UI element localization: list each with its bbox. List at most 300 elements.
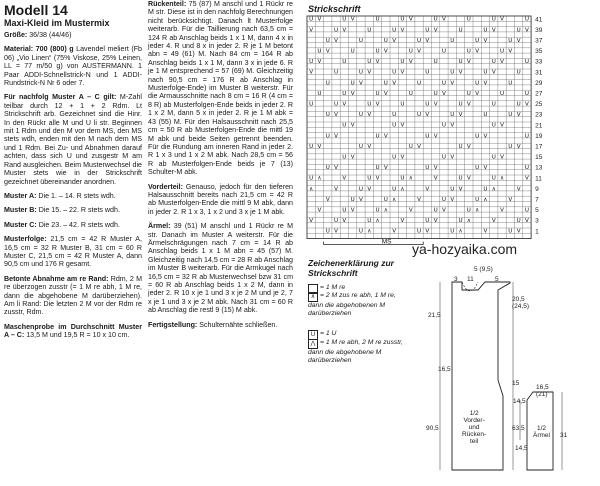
chart-symbol: U [350, 196, 355, 203]
chart-symbol: U [392, 27, 397, 34]
chart-symbol: V [342, 175, 347, 182]
chart-symbol: V [525, 101, 529, 108]
chart-symbol: U [524, 59, 530, 66]
paragraph-heading: Maschenprobe im Durchschnitt Muster A – C: [4, 322, 142, 340]
chart-symbol: U [508, 80, 513, 87]
chart-symbol: V [525, 218, 529, 225]
chart-symbol: U [375, 16, 380, 23]
chart-symbol: V [433, 133, 438, 140]
chart-symbol: V [334, 165, 338, 172]
chart-symbol: U [475, 165, 480, 172]
chart-symbol: ∧ [400, 186, 405, 193]
chart-symbol: U [325, 133, 330, 140]
row-number: 5 [535, 207, 539, 215]
chart-symbol: V [433, 101, 438, 108]
chart-symbol: V [525, 175, 529, 182]
paragraph-heading: Material: 700 (800) g [4, 45, 74, 54]
chart-symbol: V [350, 16, 355, 23]
legend-item [308, 339, 408, 365]
chart-symbol: U [524, 133, 530, 140]
chart-symbol: V [483, 165, 488, 172]
row-number: 33 [535, 58, 543, 66]
chart-symbol: U [516, 27, 521, 34]
chart-symbol: ∧ [466, 218, 471, 225]
paragraph-text: Lavendel meliert (Fb 06) „Vio Linen“ (75% Viskose, 25% Leinen, LL = 77 m/50 g) von AUSTERMANN. 1 Paar ADDI-Schnellstrick-N und 1 ADDI-Rundstrick-N Nr 6 oder 7. [4, 45, 142, 88]
chart-symbol: V [442, 207, 446, 214]
chart-symbol: U [375, 90, 380, 97]
chart-symbol: U [416, 228, 422, 235]
chart-symbol: V [450, 80, 455, 87]
chart-symbol: V [400, 154, 405, 161]
chart-symbol: U [358, 112, 364, 119]
schematic-label-sleeve-14: 14,5 [515, 445, 528, 452]
chart-symbol: U [408, 143, 413, 150]
chart-symbol: V [383, 165, 388, 172]
schematic-label-body-center: 1/2 Vorder- und Rücken- teil [462, 410, 487, 445]
chart-symbol: ∧ [458, 228, 463, 235]
chart-symbol: V [425, 37, 430, 44]
chart-symbol: U [416, 37, 422, 44]
schematic-label-right-63: 63,5 [512, 425, 525, 432]
chart-symbol: V [425, 112, 430, 119]
chart-symbol: U [333, 218, 339, 225]
chart-symbol: U [350, 80, 355, 87]
chart-symbol: U [524, 207, 530, 214]
chart-symbol: U [516, 69, 521, 76]
row-number: 37 [535, 37, 543, 45]
chart-symbol: U [392, 69, 397, 76]
chart-symbol: V [417, 48, 421, 55]
chart-symbol: U [342, 16, 347, 23]
chart-symbol: V [342, 218, 347, 225]
chart-symbol: V [375, 175, 380, 182]
chart-symbol: U [392, 154, 397, 161]
chart-symbol: V [508, 196, 513, 203]
chart-symbol: V [508, 48, 513, 55]
chart-symbol: V [367, 69, 372, 76]
chart-symbol: ∧ [491, 186, 496, 193]
chart-symbol: U [309, 16, 314, 23]
paragraph-heading: Größe: [4, 31, 28, 39]
chart-symbol: U [425, 133, 430, 140]
chart-symbol: V [350, 90, 355, 97]
chart-symbol: V [500, 154, 504, 161]
chart-symbol: V [367, 186, 372, 193]
chart-symbol: U [508, 143, 513, 150]
chart-symbol: U [309, 175, 314, 182]
row-number: 23 [535, 111, 543, 119]
chart-symbol: V [466, 143, 471, 150]
paragraph-text: Rdm, 2 M re überzogen zusstr (= 1 M re abh, 1 M re, dann die abgehobene M darüberziehen). Am li Rand: Die letzten 2 M vor der Rdm re zusstr, Rdm. [4, 274, 143, 317]
legend-title: Zeichenerklärung zur Strickschrift [308, 258, 394, 278]
chart-symbol: V [466, 59, 471, 66]
chart-symbol: V [309, 218, 314, 225]
chart-symbol: ∧ [383, 207, 388, 214]
row-number: 9 [535, 185, 539, 193]
chart-symbol: V [392, 228, 397, 235]
chart-symbol: U [491, 175, 496, 182]
chart-symbol: U [358, 69, 364, 76]
chart-symbol: U [516, 101, 521, 108]
chart-symbol: V [334, 112, 338, 119]
chart-symbol: U [392, 112, 397, 119]
chart-symbol: V [408, 207, 413, 214]
chart-symbol: U [441, 154, 447, 161]
row-number: 29 [535, 79, 543, 87]
chart-symbol: U [516, 218, 521, 225]
chart-symbol: U [508, 228, 513, 235]
chart-symbol: U [475, 80, 480, 87]
paragraph-text: M-Zahl teilbar durch 12 + 1 + 2 Rdm. Lt Strickschrift arb. Gezeichnet sind die Hinr. In den Rückr alle M und U li str. Beginnen mit 1 Rdm und den M vor dem MS, den MS stets wdh, enden mit den M nach dem MS und 1 Rdm. Bei Zu- und Abnahmen darauf achten, dass sich U und zusgestr M am Rand ausgleichen. Beim Musterwechsel die Muster stets wie in der Strickschrift gezeichnet übereinander anordnen. [4, 93, 142, 186]
legend-text: = 1 M re [320, 284, 346, 291]
chart-symbol: U [358, 37, 364, 44]
chart-symbol: V [317, 207, 322, 214]
page-title: Modell 14 [4, 2, 68, 18]
chart-symbol: U [450, 186, 455, 193]
paragraph-heading: Betonte Abnahme am re Rand: [4, 274, 109, 283]
chart-symbol: U [458, 27, 463, 34]
chart-symbol: V [500, 122, 504, 129]
chart-symbol: V [466, 101, 471, 108]
paragraph-heading: Vorderteil: [148, 182, 183, 191]
chart-symbol: U [408, 48, 413, 55]
chart-symbol: U [383, 80, 388, 87]
chart-symbol: V [442, 16, 446, 23]
row-number: 1 [535, 228, 539, 236]
row-number: 25 [535, 101, 543, 109]
chart-symbol: V [525, 27, 529, 34]
chart-symbol: V [500, 59, 504, 66]
chart-symbol: U [425, 218, 430, 225]
chart-title: Strickschrift [308, 4, 361, 14]
chart-symbol: ∧ [317, 175, 322, 182]
chart-symbol: U [499, 48, 505, 55]
chart-symbol: V [516, 186, 521, 193]
chart-symbol: U [483, 27, 488, 34]
chart-symbol: U [524, 16, 530, 23]
chart-symbol: V [342, 101, 347, 108]
chart-symbol: ∧ [375, 218, 380, 225]
chart-symbol: V [350, 207, 355, 214]
chart-symbol: V [433, 165, 438, 172]
chart-symbol: U [433, 207, 438, 214]
chart-symbol: V [392, 37, 397, 44]
chart-symbol: V [516, 228, 521, 235]
paragraph-text: 21,5 cm = 42 R Muster A, 16,5 cm = 32 R Muster B, 31 cm = 60 R Muster C, 21,5 cm = 42 R Muster A, dann 90,5 cm und 176 R gesamt. [4, 235, 142, 269]
page-subtitle: Maxi-Kleid im Mustermix [4, 18, 110, 28]
chart-symbol: U [325, 80, 330, 87]
row-number: 21 [535, 122, 543, 130]
chart-symbol: V [417, 143, 421, 150]
paragraph-text: 36/38 (44/46) [27, 31, 72, 39]
row-number: 31 [535, 69, 543, 77]
legend-item [308, 292, 408, 318]
chart-symbol: U [416, 112, 422, 119]
chart-symbol: V [450, 196, 455, 203]
chart-symbol: U [483, 186, 488, 193]
chart-symbol: V [491, 69, 496, 76]
chart-symbol: V [317, 16, 322, 23]
paragraph-heading: Muster B: [4, 206, 37, 215]
row-number: 41 [535, 16, 543, 24]
chart-symbol: V [334, 228, 338, 235]
chart-symbol: V [334, 186, 338, 193]
chart-symbol: U [309, 101, 314, 108]
chart-symbol: V [342, 27, 347, 34]
chart-symbol: V [317, 59, 322, 66]
chart-symbol: U [400, 101, 405, 108]
chart-symbol: U [375, 133, 380, 140]
schematic-label-left-14-sleeve: 14,5 [513, 398, 526, 405]
chart-symbol: U [433, 16, 438, 23]
paragraph-heading: Rückenteil: [148, 0, 187, 8]
chart-symbol: V [325, 196, 330, 203]
chart-symbol: V [433, 175, 438, 182]
chart-symbol: V [500, 207, 504, 214]
chart-symbol: V [309, 27, 314, 34]
chart-symbol: ∧ [309, 186, 314, 193]
paragraph-heading: Musterfolge: [4, 235, 47, 244]
paragraph-text: Die 15. – 22. R stets wdh. [36, 206, 120, 215]
row-number: 19 [535, 132, 543, 140]
chart-symbol: V [466, 175, 471, 182]
chart-symbol: U [425, 69, 430, 76]
chart-symbol: V [475, 48, 480, 55]
chart-symbol: U [392, 122, 397, 129]
chart-symbol: U [367, 59, 372, 66]
chart-symbol: U [342, 154, 347, 161]
chart-symbol: V [425, 186, 430, 193]
chart-symbol: U [475, 196, 480, 203]
chart-symbol: U [491, 59, 496, 66]
chart-symbol: U [458, 143, 463, 150]
chart-symbol: V [350, 154, 355, 161]
chart-symbol: U [491, 122, 496, 129]
chart-symbol: V [400, 27, 405, 34]
chart-symbol: U [392, 186, 397, 193]
chart-symbol: U [458, 175, 463, 182]
schematic-label-left-16: 16,5 [438, 366, 451, 373]
chart-symbol: U [491, 101, 496, 108]
legend-text: = 1 M re abh, 2 M re zusstr, dann die abgehobene M darüberziehen [308, 339, 403, 364]
chart-symbol: U [524, 90, 530, 97]
chart-symbol: U [441, 48, 447, 55]
chart-symbol: V [309, 69, 314, 76]
chart-symbol: U [358, 186, 364, 193]
chart-symbol: V [425, 228, 430, 235]
legend-symbol: ∧ [308, 292, 318, 302]
legend-symbol: U [308, 330, 318, 340]
row-number: 13 [535, 164, 543, 172]
chart-symbol: U [375, 48, 380, 55]
row-number: 3 [535, 217, 539, 225]
chart-symbol: V [383, 90, 388, 97]
chart-symbol: U [475, 133, 480, 140]
chart-symbol: U [466, 48, 471, 55]
paragraph-heading: Ärmel: [148, 222, 171, 231]
chart-symbol: V [417, 196, 421, 203]
schematic-label-right-top: 20,5 (24,5) [512, 296, 529, 310]
chart-symbol: U [325, 112, 330, 119]
chart-symbol: U [400, 59, 405, 66]
legend-text: = 1 U [320, 330, 337, 337]
chart-symbol: U [367, 175, 372, 182]
schematic-label-top-c: 3 [454, 276, 458, 283]
chart-symbol: V [392, 80, 397, 87]
schematic-label-left-21: 21,5 [428, 312, 441, 319]
paragraph-heading: Muster A: [4, 191, 37, 200]
chart-symbol: V [491, 27, 496, 34]
chart-symbol: U [325, 37, 330, 44]
chart-symbol: U [466, 90, 471, 97]
chart-symbol: V [317, 143, 322, 150]
paragraph-text: Schulternähte schließen. [197, 320, 278, 329]
row-number: 15 [535, 154, 543, 162]
chart-symbol: U [383, 37, 388, 44]
chart-symbol: V [359, 196, 363, 203]
watermark: ya-hozyaika.com [412, 241, 518, 257]
chart-symbol: U [367, 27, 372, 34]
chart-symbol: U [433, 59, 438, 66]
schematic-label-left-90: 90,5 [426, 425, 439, 432]
chart-symbol: V [367, 112, 372, 119]
paragraph-text: 13,5 M und 19,5 R = 10 x 10 cm. [24, 331, 130, 340]
chart-symbol: U [416, 80, 422, 87]
legend-text: = 2 M zus re abh, 1 M re, dann die abgehobenen M darüberziehen [308, 292, 396, 317]
chart-symbol: U [425, 165, 430, 172]
chart-symbol: U [333, 69, 339, 76]
chart-symbol: V [483, 228, 488, 235]
legend-symbol: ⋀ [308, 339, 318, 349]
ms-label: MS [381, 238, 392, 246]
chart-symbol: U [425, 101, 430, 108]
chart-symbol: V [334, 133, 338, 140]
chart-symbol: U [342, 90, 347, 97]
chart-symbol: V [433, 27, 438, 34]
row-number: 35 [535, 48, 543, 56]
chart-symbol: ∧ [392, 196, 397, 203]
chart-symbol: U [342, 207, 347, 214]
chart-symbol: U [342, 122, 347, 129]
chart-symbol: U [466, 207, 471, 214]
row-number: 7 [535, 196, 539, 204]
chart-symbol: V [491, 218, 496, 225]
chart-symbol: V [516, 143, 521, 150]
paragraph-text: Die 23. – 42. R stets wdh. [36, 220, 120, 229]
chart-symbol: V [458, 69, 463, 76]
paragraph-text: Genauso, jedoch für den tieferen Halsausschnitt bereits nach 21,5 cm = 42 R ab Musterfolgen-Ende die mittl 9 M abk, dann in jeder 2. R 1 x 3, 1 x 2 und 3 x je 1 M abk. [148, 182, 293, 216]
chart-symbol: V [516, 37, 521, 44]
chart-symbol: U [441, 122, 447, 129]
row-number: 27 [535, 90, 543, 98]
chart-symbol: V [383, 48, 388, 55]
chart-symbol: U [508, 112, 513, 119]
paragraph-text: Die 1. – 14. R stets wdh. [36, 191, 116, 200]
row-number: 17 [535, 143, 543, 151]
chart-symbol: U [491, 16, 496, 23]
chart-symbol: V [400, 69, 405, 76]
paragraph-text: 75 (87) M anschl und 1 Rückr re M str. Diese ist in den nachfolg Berechnungen nicht berücksichtigt. Danach lt Musterfolge weiterarb. Für die Taillierung nach 63,5 cm = 124 R ab Anschlag beids 1 x 1 M, dann 4 x in jeder 4. R und 8 x in jeder 2. R je 1 M betont abn = 49 (61) M. Nach 84 cm = 164 R ab Anschlag beids 1 x 1 M, dann 3 x in jede 6. R je 1 M entsprechend = 57 (69) M. Gleichzeitig nach 90,5 cm = 176 R ab Anschlag in Musterfolge-Ende) im Muster B weiterstr. Für die Armausschnitte nach 8 cm = 16 R (4 cm = 8 R) ab Musterfolgen-Ende beids in jeder 2. R 1 x 2 M, dann 5 x in jeder 2. R je 1 M abk = 43 (55) M. Für den Halsausschnitt nach 25,5 cm = 50 R ab Musterfolgen-Ende die mittl 19 M abk und beide Seiten getrennt beenden. Für die Rundung am inneren Rand in jeder 2. R 1 x 3 und 1 x 2 M abk. Nach 28,5 cm = 56 R ab Musterfolgen-Ende beids je 7 (13) Schulter-M abk. [148, 0, 293, 177]
chart-symbol: U [375, 165, 380, 172]
chart-symbol: U [333, 101, 339, 108]
chart-symbol: U [400, 16, 405, 23]
chart-symbol: U [466, 16, 471, 23]
schematic-label-sleeve-center: 1/2 Ärmel [533, 425, 550, 439]
chart-symbol: U [433, 90, 438, 97]
chart-symbol: U [342, 59, 347, 66]
chart-symbol: ∧ [499, 175, 505, 182]
chart-symbol: V [475, 90, 480, 97]
garment-schematic [440, 282, 562, 470]
chart-symbol: V [334, 37, 338, 44]
chart-symbol: U [425, 27, 430, 34]
chart-symbol: U [483, 112, 488, 119]
paragraph-heading: Muster C: [4, 220, 37, 229]
chart-symbol: V [375, 59, 380, 66]
paragraph-heading: Fertigstellung: [148, 320, 198, 329]
chart-symbol: V [483, 133, 488, 140]
chart-symbol: U [475, 37, 480, 44]
chart-symbol: V [516, 112, 521, 119]
chart-symbol: U [450, 69, 455, 76]
chart-symbol: V [450, 122, 455, 129]
chart-symbol: U [450, 37, 455, 44]
chart-symbol: V [408, 59, 413, 66]
chart-symbol: U [450, 228, 455, 235]
chart-symbol: U [458, 218, 463, 225]
chart-symbol: V [450, 154, 455, 161]
chart-symbol: V [400, 218, 405, 225]
schematic-label-sleeve-top: 16,5 (21) [536, 384, 549, 398]
chart-symbol: V [433, 218, 438, 225]
schematic-label-top-b: 5 [495, 276, 499, 283]
chart-symbol: U [450, 112, 455, 119]
chart-symbol: U [408, 90, 413, 97]
chart-symbol: V [325, 48, 330, 55]
chart-symbol: U [350, 48, 355, 55]
chart-symbol: ∧ [367, 228, 372, 235]
chart-symbol: U [317, 48, 322, 55]
paragraph-heading: Für nachfolg Muster A – C gilt: [4, 93, 117, 102]
chart-symbol: U [367, 218, 372, 225]
chart-symbol: V [359, 80, 363, 87]
chart-symbol: U [367, 101, 372, 108]
chart-symbol: V [383, 133, 388, 140]
chart-symbol: U [309, 143, 314, 150]
chart-symbol: U [325, 165, 330, 172]
chart-symbol: U [358, 143, 364, 150]
chart-symbol: V [500, 16, 504, 23]
chart-symbol: U [333, 27, 339, 34]
chart-symbol: V [408, 16, 413, 23]
chart-symbol: U [458, 59, 463, 66]
chart-symbol: U [383, 196, 388, 203]
chart-symbol: U [400, 175, 405, 182]
chart-symbol: U [483, 69, 488, 76]
chart-symbol: ∧ [475, 207, 480, 214]
chart-symbol: U [441, 196, 447, 203]
chart-symbol: V [350, 122, 355, 129]
chart-symbol: ∧ [408, 175, 413, 182]
chart-symbol: V [483, 37, 488, 44]
chart-symbol: V [483, 80, 488, 87]
chart-symbol: V [458, 112, 463, 119]
chart-symbol: U [325, 228, 330, 235]
chart-symbol: V [458, 186, 463, 193]
chart-symbol: U [375, 207, 380, 214]
row-number: 39 [535, 26, 543, 34]
chart-symbol: U [499, 90, 505, 97]
